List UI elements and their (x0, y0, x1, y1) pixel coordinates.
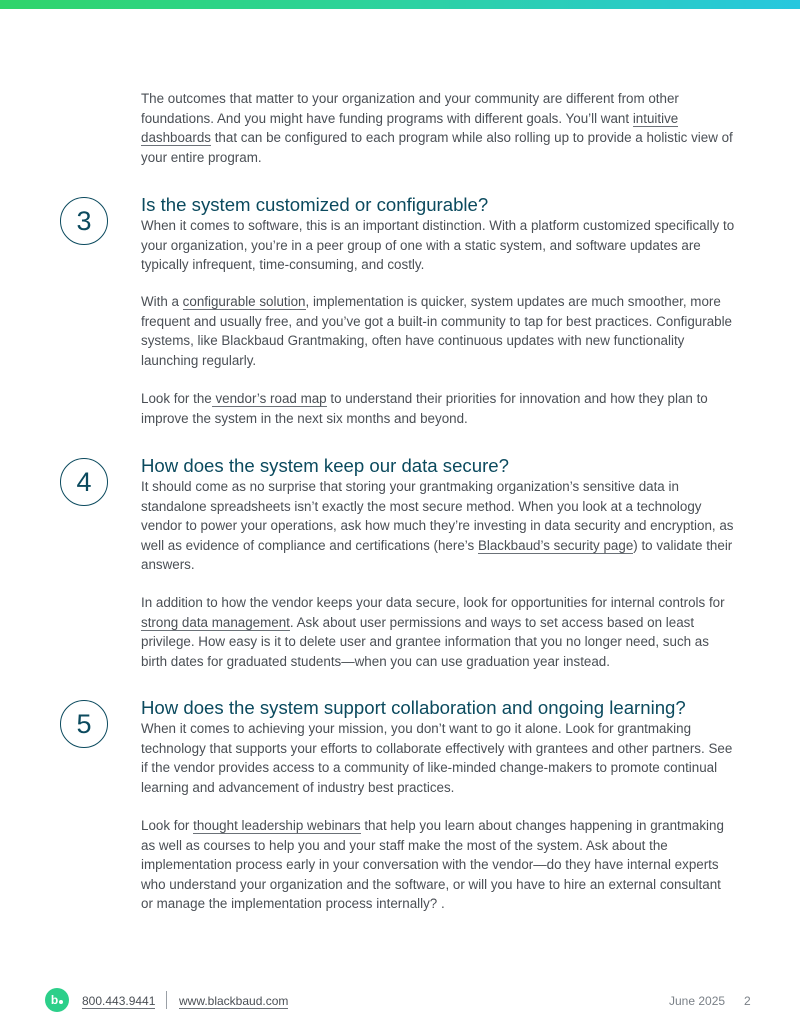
blackbaud-security-page-link[interactable]: Blackbaud’s security page (477, 537, 634, 553)
section-3-p2-text: With a (141, 294, 183, 309)
thought-leadership-webinars-link[interactable]: thought leadership webinars (193, 818, 361, 833)
footer-page-number: 2 (744, 994, 751, 1008)
logo-letter: b (50, 993, 59, 1007)
section-3-p2-text-end: , implementation is quicker, system updates are much smoother, more frequent and usually free, and you’ve got a built-in community to tap for best practices. Configurable systems, like Blackbaud Grantmaking, often have continuous updates with new functionality launching regularly. (141, 294, 733, 368)
section-4-heading: How does the system keep our data secure? (141, 455, 509, 476)
section-3-number-circle: 3 (60, 197, 108, 245)
section-4-p1-text: It should come as no surprise that storing your grantmaking organization’s sensitive data in standalone spreadsheets isn’t exactly the most secure method. When you look at a technology vendor to power your operations, ask how much they’re investing in data security and encryption, as well as evidence of compliance and certifications (here’s (141, 479, 734, 553)
section-3-heading: Is the system customized or configurable? (141, 194, 489, 215)
section-5-p2-text-end: that help you learn about changes happening in grantmaking as well as courses to help you and your staff make the most of the system. Ask about the implementation process early in your conversation with the vendor—do they have internal experts who understand your organization and the software, or will you have to hire an external consultant or manage the implementation process internally? . (141, 818, 724, 911)
footer-separator (166, 991, 167, 1009)
footer-phone-link[interactable]: 800.443.9441 (82, 994, 156, 1008)
section-4-p2-text: In addition to how the vendor keeps your data secure, look for opportunities for internal controls for (141, 595, 725, 610)
configurable-solution-link[interactable]: configurable solution (182, 294, 306, 309)
section-3-paragraph-2 (141, 292, 736, 370)
footer-date: June 2025 (669, 994, 726, 1008)
section-4-paragraph-2 (141, 593, 736, 671)
section-3-paragraph-3 (141, 389, 736, 428)
section-4-paragraph-1 (141, 477, 736, 575)
section-5-number-circle: 5 (60, 700, 108, 748)
section-4-p2-text-end: . Ask about user permissions and ways to set access based on least privilege. How easy is it to delete user and grantee information that you no longer need, such as birth dates for graduated students—when you can use graduation year instead. (141, 614, 709, 669)
section-5-paragraph-2 (141, 816, 736, 914)
section-5-p2-text: Look for (141, 818, 194, 833)
blackbaud-logo-icon[interactable] (45, 988, 69, 1012)
section-4-number-circle: 4 (60, 458, 108, 506)
intro-paragraph (141, 89, 736, 167)
logo-dot (59, 1000, 63, 1004)
top-gradient-bar (0, 0, 800, 9)
section-5-paragraph-1: When it comes to achieving your mission, you don’t want to go it alone. Look for grantmaking technology that supports your efforts to collaborate effectively with grantees and other partners. See if the vendor provides access to a community of like-minded change-makers to promote continual learning and advancement of industry best practices. (141, 721, 733, 795)
strong-data-management-link[interactable]: strong data management (141, 614, 290, 630)
intro-text: The outcomes that matter to your organization and your community are different from other foundations. And you might have funding programs with different goals. You’ll want (141, 91, 679, 126)
section-4-p1-text-end: ) to validate their answers. (141, 537, 733, 572)
section-3-paragraph-1: When it comes to software, this is an important distinction. With a platform customized specifically to your organization, you’re in a peer group of one with a static system, and software updates are typically infrequent, time-consuming, and costly. (141, 218, 735, 272)
vendor-road-map-link[interactable]: vendor’s road map (211, 391, 327, 406)
section-3-p3-text: Look for the (141, 391, 212, 406)
intuitive-dashboards-link[interactable]: intuitive dashboards (141, 110, 679, 145)
section-3-p3-text-end: to understand their priorities for innovation and how they plan to improve the system in the next six months and beyond. (141, 391, 708, 426)
footer-website-link[interactable]: www.blackbaud.com (179, 994, 289, 1008)
section-5-heading: How does the system support collaboration and ongoing learning? (141, 697, 686, 718)
intro-text-end: that can be configured to each program while also rolling up to provide a holistic view of your entire program. (141, 130, 733, 165)
